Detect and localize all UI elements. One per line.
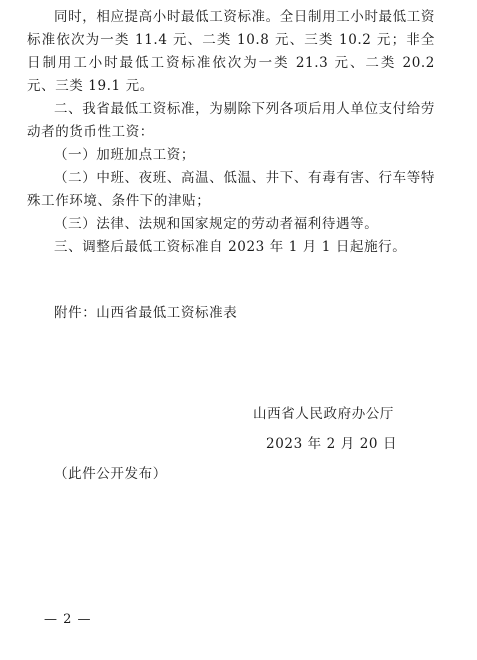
paragraph-hourly-wage: 同时，相应提高小时最低工资标准。全日制用工小时最低工资标准依次为一类 11.4 元、二类 10.8 元、三类 10.2 元；非全日制用工小时最低工资标准依次为一类 21.3 元、二类 20.2 元、三类 19.1 元。 — [27, 9, 435, 94]
attachment-line: 附件：山西省最低工资标准表 — [54, 305, 238, 321]
paragraph-item-3: （三）法律、法规和国家规定的劳动者福利待遇等。 — [54, 216, 379, 232]
signature-date: 2023 年 2 月 20 日 — [266, 436, 398, 452]
paragraph-wage-definition: 二、我省最低工资标准，为剔除下列各项后用人单位支付给劳动者的货币性工资： — [27, 101, 435, 140]
page-number: — 2 — — [44, 612, 92, 627]
paragraph-effective-date: 三、调整后最低工资标准自 2023 年 1 月 1 日起施行。 — [54, 239, 407, 255]
paragraph-item-2: （二）中班、夜班、高温、低温、井下、有毒有害、行车等特殊工作环境、条件下的津贴； — [27, 170, 435, 209]
publish-note: （此件公开发布） — [54, 466, 167, 482]
paragraph-item-1: （一）加班加点工资； — [54, 147, 195, 163]
signature-organization: 山西省人民政府办公厅 — [253, 406, 394, 422]
